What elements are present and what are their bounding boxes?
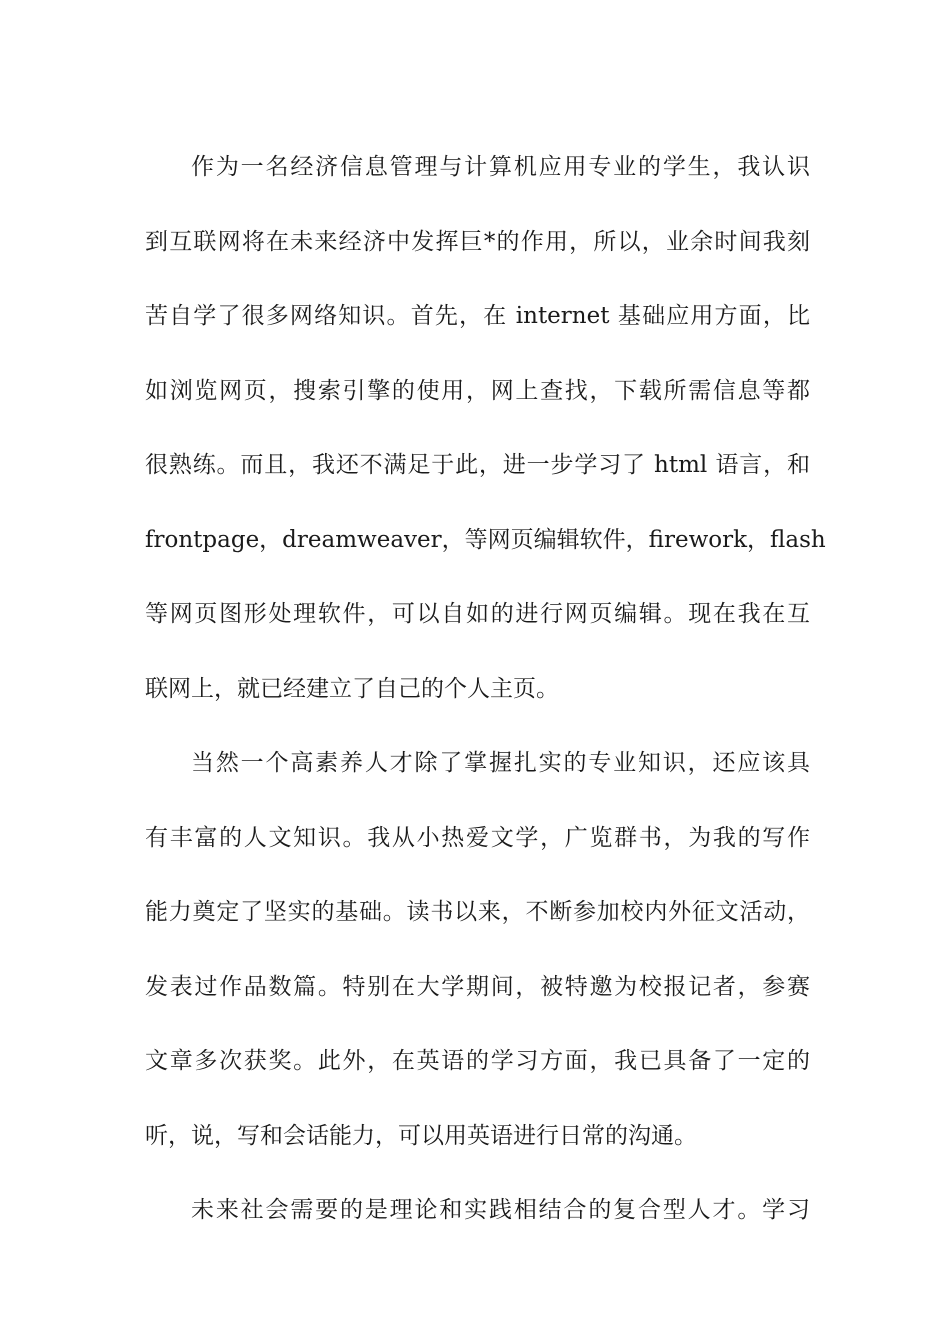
paragraph-1-line-1: 作为一名经济信息管理与计算机应用专业的学生，我认识 [191, 154, 810, 180]
paragraph-1-line-3: 苦自学了很多网络知识。首先，在 internet 基础应用方面，比 [145, 303, 810, 329]
paragraph-2-line-5: 文章多次获奖。此外，在英语的学习方面，我已具备了一定的 [145, 1048, 810, 1074]
paragraph-1-line-8: 联网上，就已经建立了自己的个人主页。 [145, 675, 559, 702]
paragraph-2-line-2: 有丰富的人文知识。我从小热爱文学，广览群书，为我的写作 [145, 824, 810, 851]
paragraph-2-line-1: 当然一个高素养人才除了掌握扎实的专业知识，还应该具 [191, 750, 810, 776]
paragraph-1-line-2: 到互联网将在未来经济中发挥巨*的作用，所以，业余时间我刻 [145, 228, 810, 255]
paragraph-1-line-4: 如浏览网页，搜索引擎的使用，网上查找，下载所需信息等都 [145, 377, 810, 404]
paragraph-1-line-7: 等网页图形处理软件，可以自如的进行网页编辑。现在我在互 [145, 601, 810, 627]
paragraph-1-line-5: 很熟练。而且，我还不满足于此，进一步学习了 html 语言，和 [145, 452, 810, 478]
paragraph-2-line-3: 能力奠定了坚实的基础。读书以来，不断参加校内外征文活动， [145, 899, 810, 925]
paragraph-1-line-6: frontpage，dreamweaver，等网页编辑软件，firework，flash [145, 526, 826, 553]
paragraph-2-line-4: 发表过作品数篇。特别在大学期间，被特邀为校报记者，参赛 [145, 973, 810, 1000]
paragraph-2-line-6: 听，说，写和会话能力，可以用英语进行日常的沟通。 [145, 1122, 697, 1149]
paragraph-3-line-1: 未来社会需要的是理论和实践相结合的复合型人才。学习 [191, 1197, 810, 1223]
document-body [145, 130, 826, 1248]
